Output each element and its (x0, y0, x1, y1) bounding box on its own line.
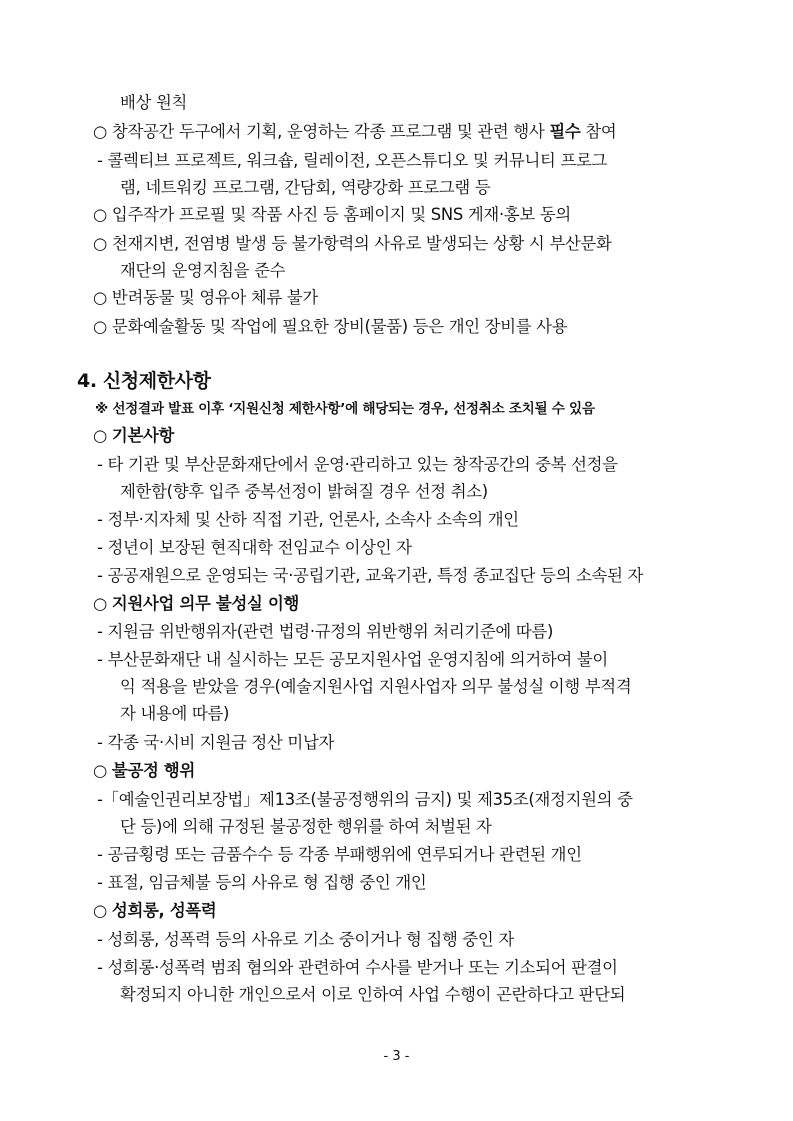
line-text: ○ (93, 761, 112, 780)
text-line (93, 317, 567, 337)
line-text: 익 적용을 받았을 경우(예술지원사업 지원사업자 의무 불성실 이행 부적격 (120, 677, 632, 696)
line-text: - 부산문화재단 내 실시하는 모든 공모지원사업 운영지침에 의거하여 불이 (97, 650, 608, 669)
text-line (93, 122, 616, 142)
line-text: 제한함(향후 입주 중복선정이 밝혀질 경우 선정 취소) (120, 482, 488, 501)
text-line (97, 455, 618, 475)
page-number: - 3 - (383, 1049, 410, 1064)
text-line (97, 930, 514, 950)
text-line (93, 594, 299, 614)
line-text: - 공공재원으로 운영되는 국·공립기관, 교육기관, 특정 종교집단 등의 소속된 자 (97, 566, 644, 585)
text-line (120, 677, 631, 697)
text-line (93, 761, 195, 781)
text-line (97, 733, 334, 753)
line-text: - 타 기관 및 부산문화재단에서 운영·관리하고 있는 창작공간의 중복 선정을 (97, 455, 618, 474)
text-line (97, 845, 582, 865)
line-text: - 성희롱·성폭력 범죄 혐의와 관련하여 수사를 받거나 또는 기소되어 판결이 (97, 958, 618, 977)
line-text: 단 등)에 의해 규정된 불공정한 행위를 하여 처벌된 자 (120, 817, 492, 836)
text-line (97, 790, 633, 810)
text-line (97, 958, 618, 978)
text-line (120, 482, 488, 502)
text-line (93, 234, 611, 254)
line-text: - 표절, 임금체불 등의 사유로 형 집행 중인 개인 (97, 873, 427, 892)
line-text: 배상 원칙 (120, 93, 188, 112)
section-notice: ※ 선정결과 발표 이후 ‘지원신청 제한사항’에 해당되는 경우, 선정취소 조치될 수 있음 (95, 401, 595, 417)
emphasis-text: 기본사항 (111, 426, 175, 445)
line-text: - 정년이 보장된 현직대학 전임교수 이상인 자 (97, 538, 412, 557)
line-text-tail: 참여 (580, 122, 617, 141)
line-text: 확정되지 아니한 개인으로서 이로 인하여 사업 수행이 곤란하다고 판단되 (120, 985, 626, 1004)
text-line (97, 873, 426, 893)
line-text: - 콜렉티브 프로젝트, 워크숍, 릴레이전, 오픈스튜디오 및 커뮤니티 프로그 (97, 151, 608, 170)
line-text: - 지원금 위반행위자(관련 법령·규정의 위반행위 처리기준에 따름) (97, 622, 554, 641)
line-text: ○ 문화예술활동 및 작업에 필요한 장비(물품) 등은 개인 장비를 사용 (93, 317, 568, 336)
line-text: - 정부·지자체 및 산하 직접 기관, 언론사, 소속사 소속의 개인 (97, 510, 519, 529)
text-line (93, 901, 216, 921)
line-text: - 각종 국·시비 지원금 정산 미납자 (97, 733, 335, 752)
text-line (120, 985, 625, 1005)
emphasis-text: 성희롱, 성폭력 (111, 901, 217, 920)
line-text: 자 내용에 따름) (120, 704, 230, 723)
line-text: - 성희롱, 성폭력 등의 사유로 기소 중이거나 형 집행 중인 자 (97, 930, 514, 949)
line-text: - 공금횡령 또는 금품수수 등 각종 부패행위에 연루되거나 관련된 개인 (97, 845, 582, 864)
text-line (120, 178, 490, 198)
text-line (97, 538, 412, 558)
text-line (97, 151, 607, 171)
line-text: 재단의 운영지침을 준수 (120, 261, 286, 280)
emphasis-text: 필수 (549, 122, 581, 141)
text-line (93, 288, 318, 308)
text-line (93, 205, 571, 225)
text-line (120, 93, 187, 113)
section-heading: 4. 신청제한사항 (77, 370, 211, 392)
emphasis-text: 지원사업 의무 불성실 이행 (111, 594, 300, 613)
text-line (97, 566, 643, 586)
line-text: ○ 창작공간 두구에서 기획, 운영하는 각종 프로그램 및 관련 행사 (93, 122, 550, 141)
text-line (120, 817, 492, 837)
text-line (97, 622, 553, 642)
line-text: -「예술인권리보장법」제13조(불공정행위의 금지) 및 제35조(재정지원의 중 (97, 790, 633, 809)
line-text: ○ 입주작가 프로필 및 작품 사진 등 홈페이지 및 SNS 게재·홍보 동의 (93, 205, 571, 224)
text-line (97, 510, 519, 530)
line-text: 램, 네트워킹 프로그램, 간담회, 역량강화 프로그램 등 (120, 178, 491, 197)
text-line (120, 261, 285, 281)
line-text: ○ 천재지변, 전염병 발생 등 불가항력의 사유로 발생되는 상황 시 부산문화 (93, 234, 612, 253)
text-line (93, 426, 174, 446)
line-text: ○ 반려동물 및 영유아 체류 불가 (93, 288, 318, 307)
emphasis-text: 불공정 행위 (111, 761, 195, 780)
text-line (120, 704, 229, 724)
line-text: ○ (93, 901, 112, 920)
text-line (97, 650, 608, 670)
line-text: ○ (93, 594, 112, 613)
line-text: ○ (93, 426, 112, 445)
